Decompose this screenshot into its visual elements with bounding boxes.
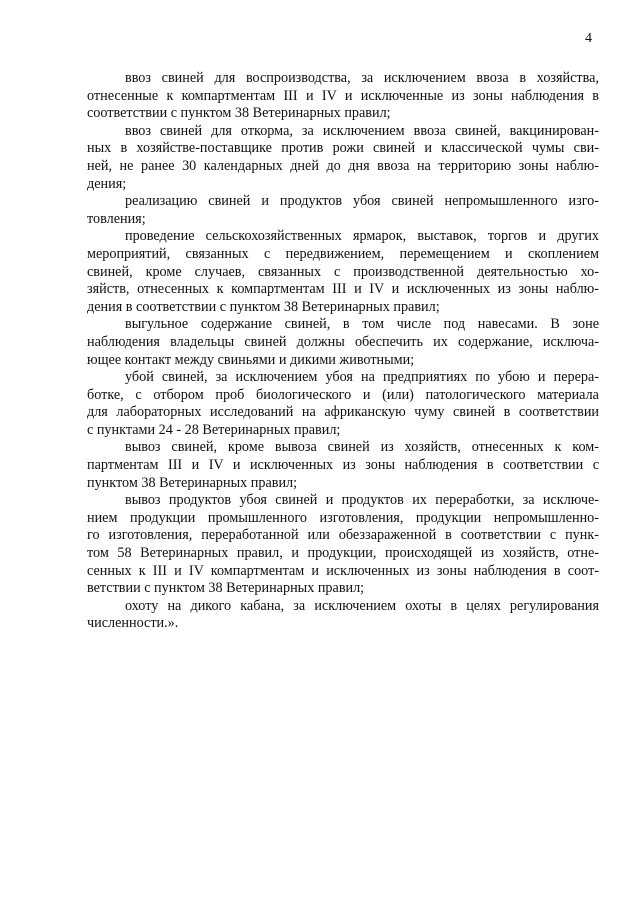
page-number: 4 [585, 31, 592, 46]
text-line: охоту на дикого кабана, за исключением охоты в целях регулирования [125, 597, 599, 614]
paragraph [87, 492, 599, 598]
text-line: сенных к III и IV компартментам и исключенных из зоны наблюдения в соот- [87, 562, 599, 579]
paragraph [87, 316, 599, 369]
text-line: ветствии с пунктом 38 Ветеринарных правил; [87, 580, 365, 597]
text-line: проведение сельскохозяйственных ярмарок, выставок, торгов и других [125, 228, 599, 245]
text-line: соответствии с пунктом 38 Ветеринарных правил; [87, 105, 391, 122]
text-line: нием продукции промышленного изготовления, продукции непромышленно- [87, 509, 599, 526]
text-line: мероприятий, связанных с передвижением, перемещением и скоплением [87, 245, 599, 262]
text-line: ввоз свиней для откорма, за исключением ввоза свиней, вакцинирован- [125, 122, 599, 139]
paragraph [87, 123, 599, 193]
text-line: зяйств, отнесенных к компартментам III и IV и исключенных из зоны наблю- [87, 281, 599, 298]
text-line: ных в хозяйстве-поставщике против рожи свиней и классической чумы сви- [87, 140, 599, 157]
text-line: выгульное содержание свиней, в том числе под навесами. В зоне [125, 316, 599, 333]
paragraph [87, 369, 599, 439]
text-line: го изготовления, переработанной или обеззараженной в соответствии с пунк- [87, 527, 599, 544]
text-line: дения в соответствии с пунктом 38 Ветеринарных правил; [87, 298, 440, 315]
text-line: дения; [87, 175, 127, 192]
text-line: наблюдения владельцы свиней должны обеспечить их содержание, исключа- [87, 333, 599, 350]
text-line: реализацию свиней и продуктов убоя свиней непромышленного изго- [125, 193, 599, 210]
text-line: вывоз свиней, кроме вывоза свиней из хозяйств, отнесенных к ком- [125, 439, 599, 456]
text-line: ботке, с отбором проб биологического и (или) патологического материала [87, 386, 599, 403]
text-line: товления; [87, 210, 146, 227]
text-line: свиней, кроме случаев, связанных с производственной деятельностью хо- [87, 263, 599, 280]
text-line: пунктом 38 Ветеринарных правил; [87, 474, 298, 491]
text-line: численности.». [87, 615, 179, 632]
paragraph [87, 193, 599, 228]
paragraph [87, 598, 599, 633]
paragraph [87, 439, 599, 492]
text-line: с пунктами 24 - 28 Ветеринарных правил; [87, 421, 341, 438]
text-line: убой свиней, за исключением убоя на предприятиях по убою и перера- [125, 369, 599, 386]
text-line: для лабораторных исследований на африканскую чуму свиней в соответствии [87, 404, 599, 421]
text-line: вывоз продуктов убоя свиней и продуктов их переработки, за исключе- [125, 492, 599, 509]
text-line: партментам III и IV и исключенных из зоны наблюдения в соответствии с [87, 457, 599, 474]
document-body [87, 70, 599, 633]
text-line: ввоз свиней для воспроизводства, за исключением ввоза в хозяйства, [125, 70, 599, 86]
text-line: том 58 Ветеринарных правил, и продукции, происходящей из хозяйств, отне- [87, 545, 599, 562]
text-line: отнесенные к компартментам III и IV и исключенные из зоны наблюдения в [87, 87, 599, 104]
paragraph [87, 228, 599, 316]
text-line: ней, не ранее 30 календарных дней до дня ввоза на территорию зоны наблю- [87, 157, 599, 174]
paragraph [87, 70, 599, 123]
text-line: ющее контакт между свиньями и дикими животными; [87, 351, 415, 368]
